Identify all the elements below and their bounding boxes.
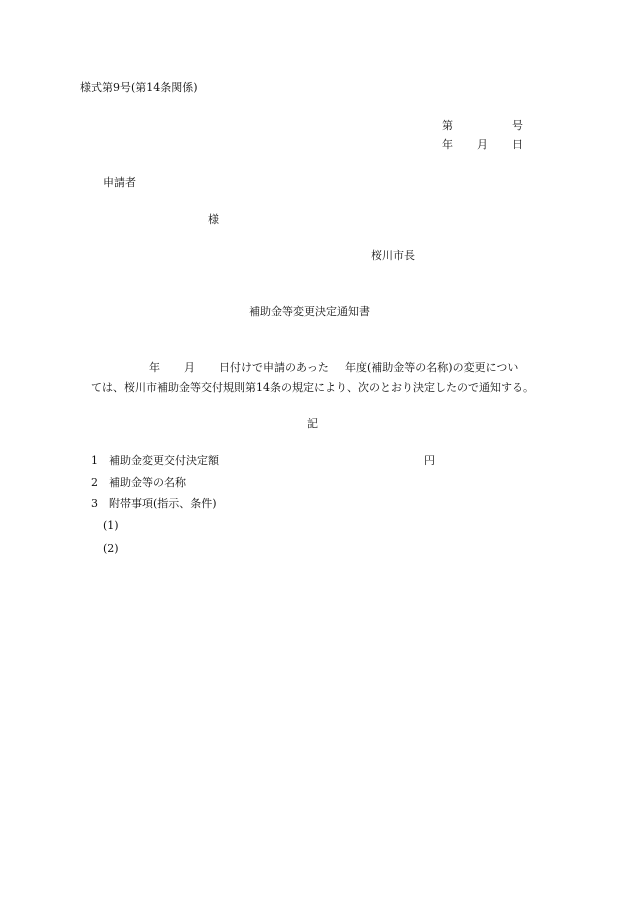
date-month-label: 月 xyxy=(477,138,488,151)
item-label-subsidy-name: 補助金等の名称 xyxy=(109,476,186,489)
body-text-part1: 日付けで申請のあった xyxy=(219,361,329,374)
sub-item-2: (2) xyxy=(103,542,119,555)
sub-item-1: (1) xyxy=(103,519,119,532)
body-year-label: 年 xyxy=(149,361,160,374)
item-number: 1 xyxy=(91,454,98,467)
honorific: 様 xyxy=(208,213,219,226)
issue-number-prefix: 第 xyxy=(442,119,453,132)
issuer-name: 桜川市長 xyxy=(371,249,415,262)
applicant-label: 申請者 xyxy=(103,176,136,189)
body-text-part2: 年度(補助金等の名称)の変更につい xyxy=(345,361,519,374)
date-year-label: 年 xyxy=(442,138,453,151)
body-month-label: 月 xyxy=(184,361,195,374)
date-day-label: 日 xyxy=(512,138,523,151)
item-label-amount: 補助金変更交付決定額 xyxy=(109,454,219,467)
item-number: 3 xyxy=(91,497,98,510)
document-title: 補助金等変更決定通知書 xyxy=(249,305,370,318)
ki-heading: 記 xyxy=(307,417,318,430)
item-unit-yen: 円 xyxy=(424,454,435,467)
item-number: 2 xyxy=(91,476,98,489)
form-number: 様式第9号(第14条関係) xyxy=(80,81,198,94)
item-label-conditions: 附帯事項(指示、条件) xyxy=(109,497,217,510)
body-text-line2: ては、桜川市補助金等交付規則第14条の規定により、次のとおり決定したので通知する。 xyxy=(91,381,534,394)
issue-number-suffix: 号 xyxy=(512,119,523,132)
